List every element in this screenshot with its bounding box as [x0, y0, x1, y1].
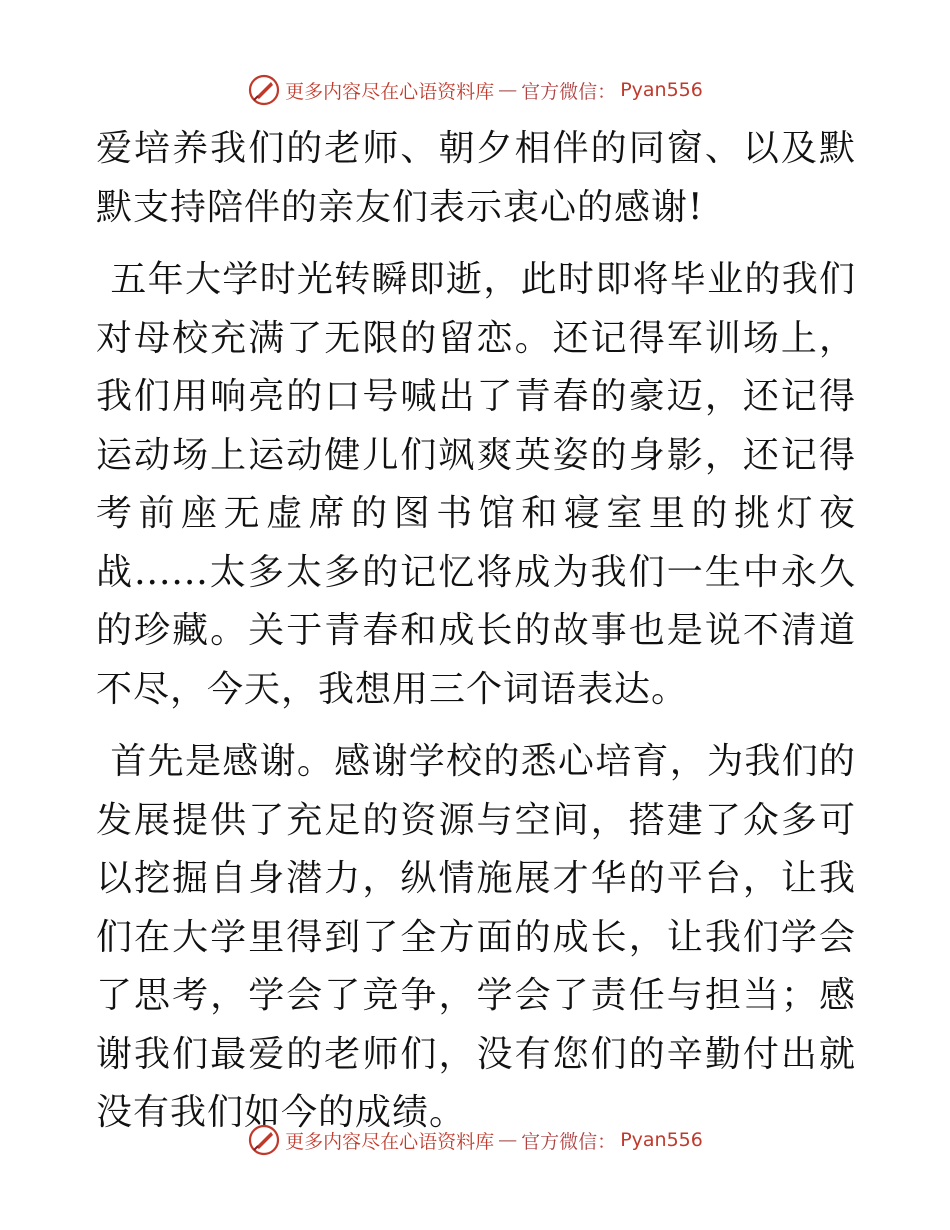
paragraph-2: 五年大学时光转瞬即逝，此时即将毕业的我们对母校充满了无限的留恋。还记得军训场上，我们用响亮的口号喊出了青春的豪迈，还记得运动场上运动健儿们飒爽英姿的身影，还记得考前座无虚席的图书馆和寝室里的挑灯夜战......太多太多的记忆将成为我们一生中永久的珍藏。关于青春和成长的故事也是说不清道不尽，今天，我想用三个词语表达。: [96, 259, 856, 710]
banner-wechat-label: 官方微信：: [521, 80, 617, 103]
banner-text: 更多内容尽在心语资料库: [285, 80, 495, 103]
footer-banner: [0, 1120, 950, 1160]
banner-wechat-id: Pyan556: [620, 1129, 703, 1151]
paragraph-3: 首先是感谢。感谢学校的悉心培育，为我们的发展提供了充足的资源与空间，搭建了众多可以挖掘自身潜力，纵情施展才华的平台，让我们在大学里得到了全方面的成长，让我们学会了思考，学会了竞争，学会了责任与担当；感谢我们最爱的老师们，没有您们的辛勤付出就没有我们如今的成绩。: [96, 741, 856, 1133]
header-banner: [0, 70, 950, 110]
banner-wechat-id: Pyan556: [620, 79, 703, 101]
banner-separator: —: [498, 79, 518, 101]
document-body: [96, 120, 856, 1157]
feather-pen-logo-icon: [247, 1123, 281, 1157]
feather-pen-logo-icon: [247, 73, 281, 107]
paragraph-1: 爱培养我们的老师、朝夕相伴的同窗、以及默默支持陪伴的亲友们表示衷心的感谢!: [96, 128, 856, 228]
banner-text: 更多内容尽在心语资料库: [285, 1130, 495, 1153]
banner-wechat-label: 官方微信：: [521, 1130, 617, 1153]
banner-separator: —: [498, 1129, 518, 1151]
